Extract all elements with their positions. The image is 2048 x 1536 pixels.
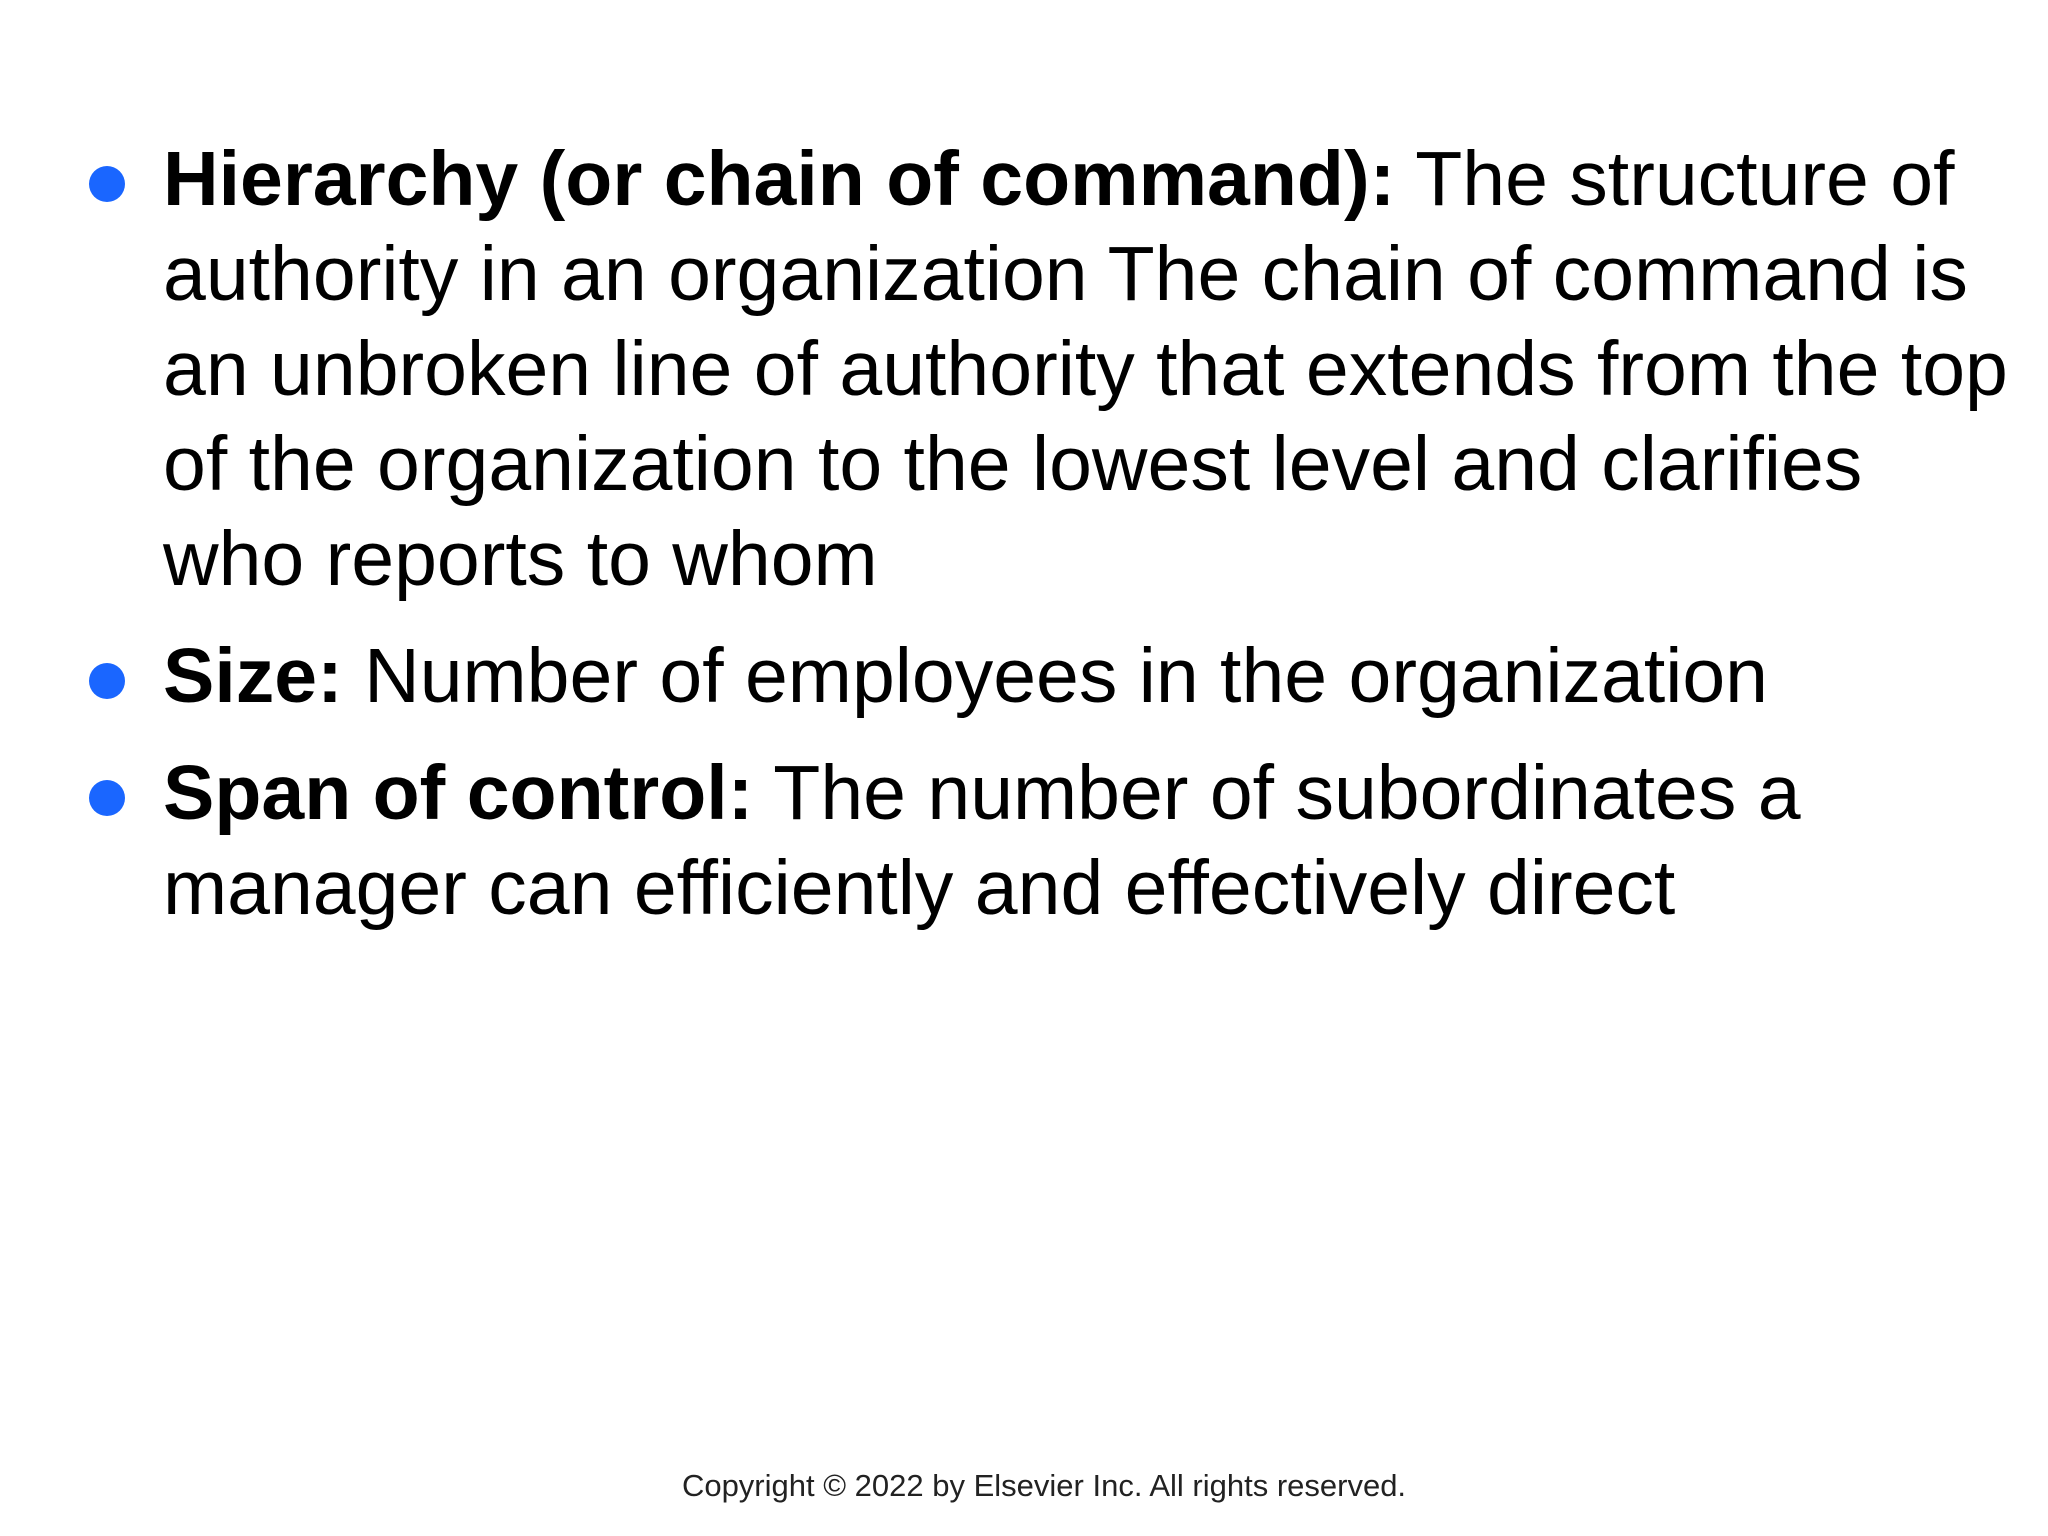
bullet-item-span-of-control bbox=[0, 746, 2048, 936]
bullet-dot-icon bbox=[89, 780, 125, 816]
bullet-list bbox=[0, 132, 2048, 958]
bullet-text: The number of subordinates a manager can efficiently and effectively direct bbox=[163, 750, 1801, 931]
bullet-term: Size: bbox=[163, 633, 343, 719]
bullet-item-hierarchy bbox=[0, 132, 2048, 607]
bullet-dot-icon bbox=[89, 166, 125, 202]
bullet-dot-icon bbox=[89, 663, 125, 699]
bullet-text: Number of employees in the organization bbox=[342, 633, 1769, 719]
bullet-item-size bbox=[0, 629, 2048, 724]
copyright-notice: Copyright © 2022 by Elsevier Inc. All rights reserved. bbox=[681, 1468, 1407, 1503]
bullet-term: Hierarchy (or chain of command): bbox=[163, 136, 1396, 222]
bullet-term: Span of control: bbox=[163, 750, 754, 836]
bullet-text: The structure of authority in an organization The chain of command is an unbroken line of authority that extends from the top of the organization to the lowest level and clarifies who reports to whom bbox=[163, 136, 2008, 602]
